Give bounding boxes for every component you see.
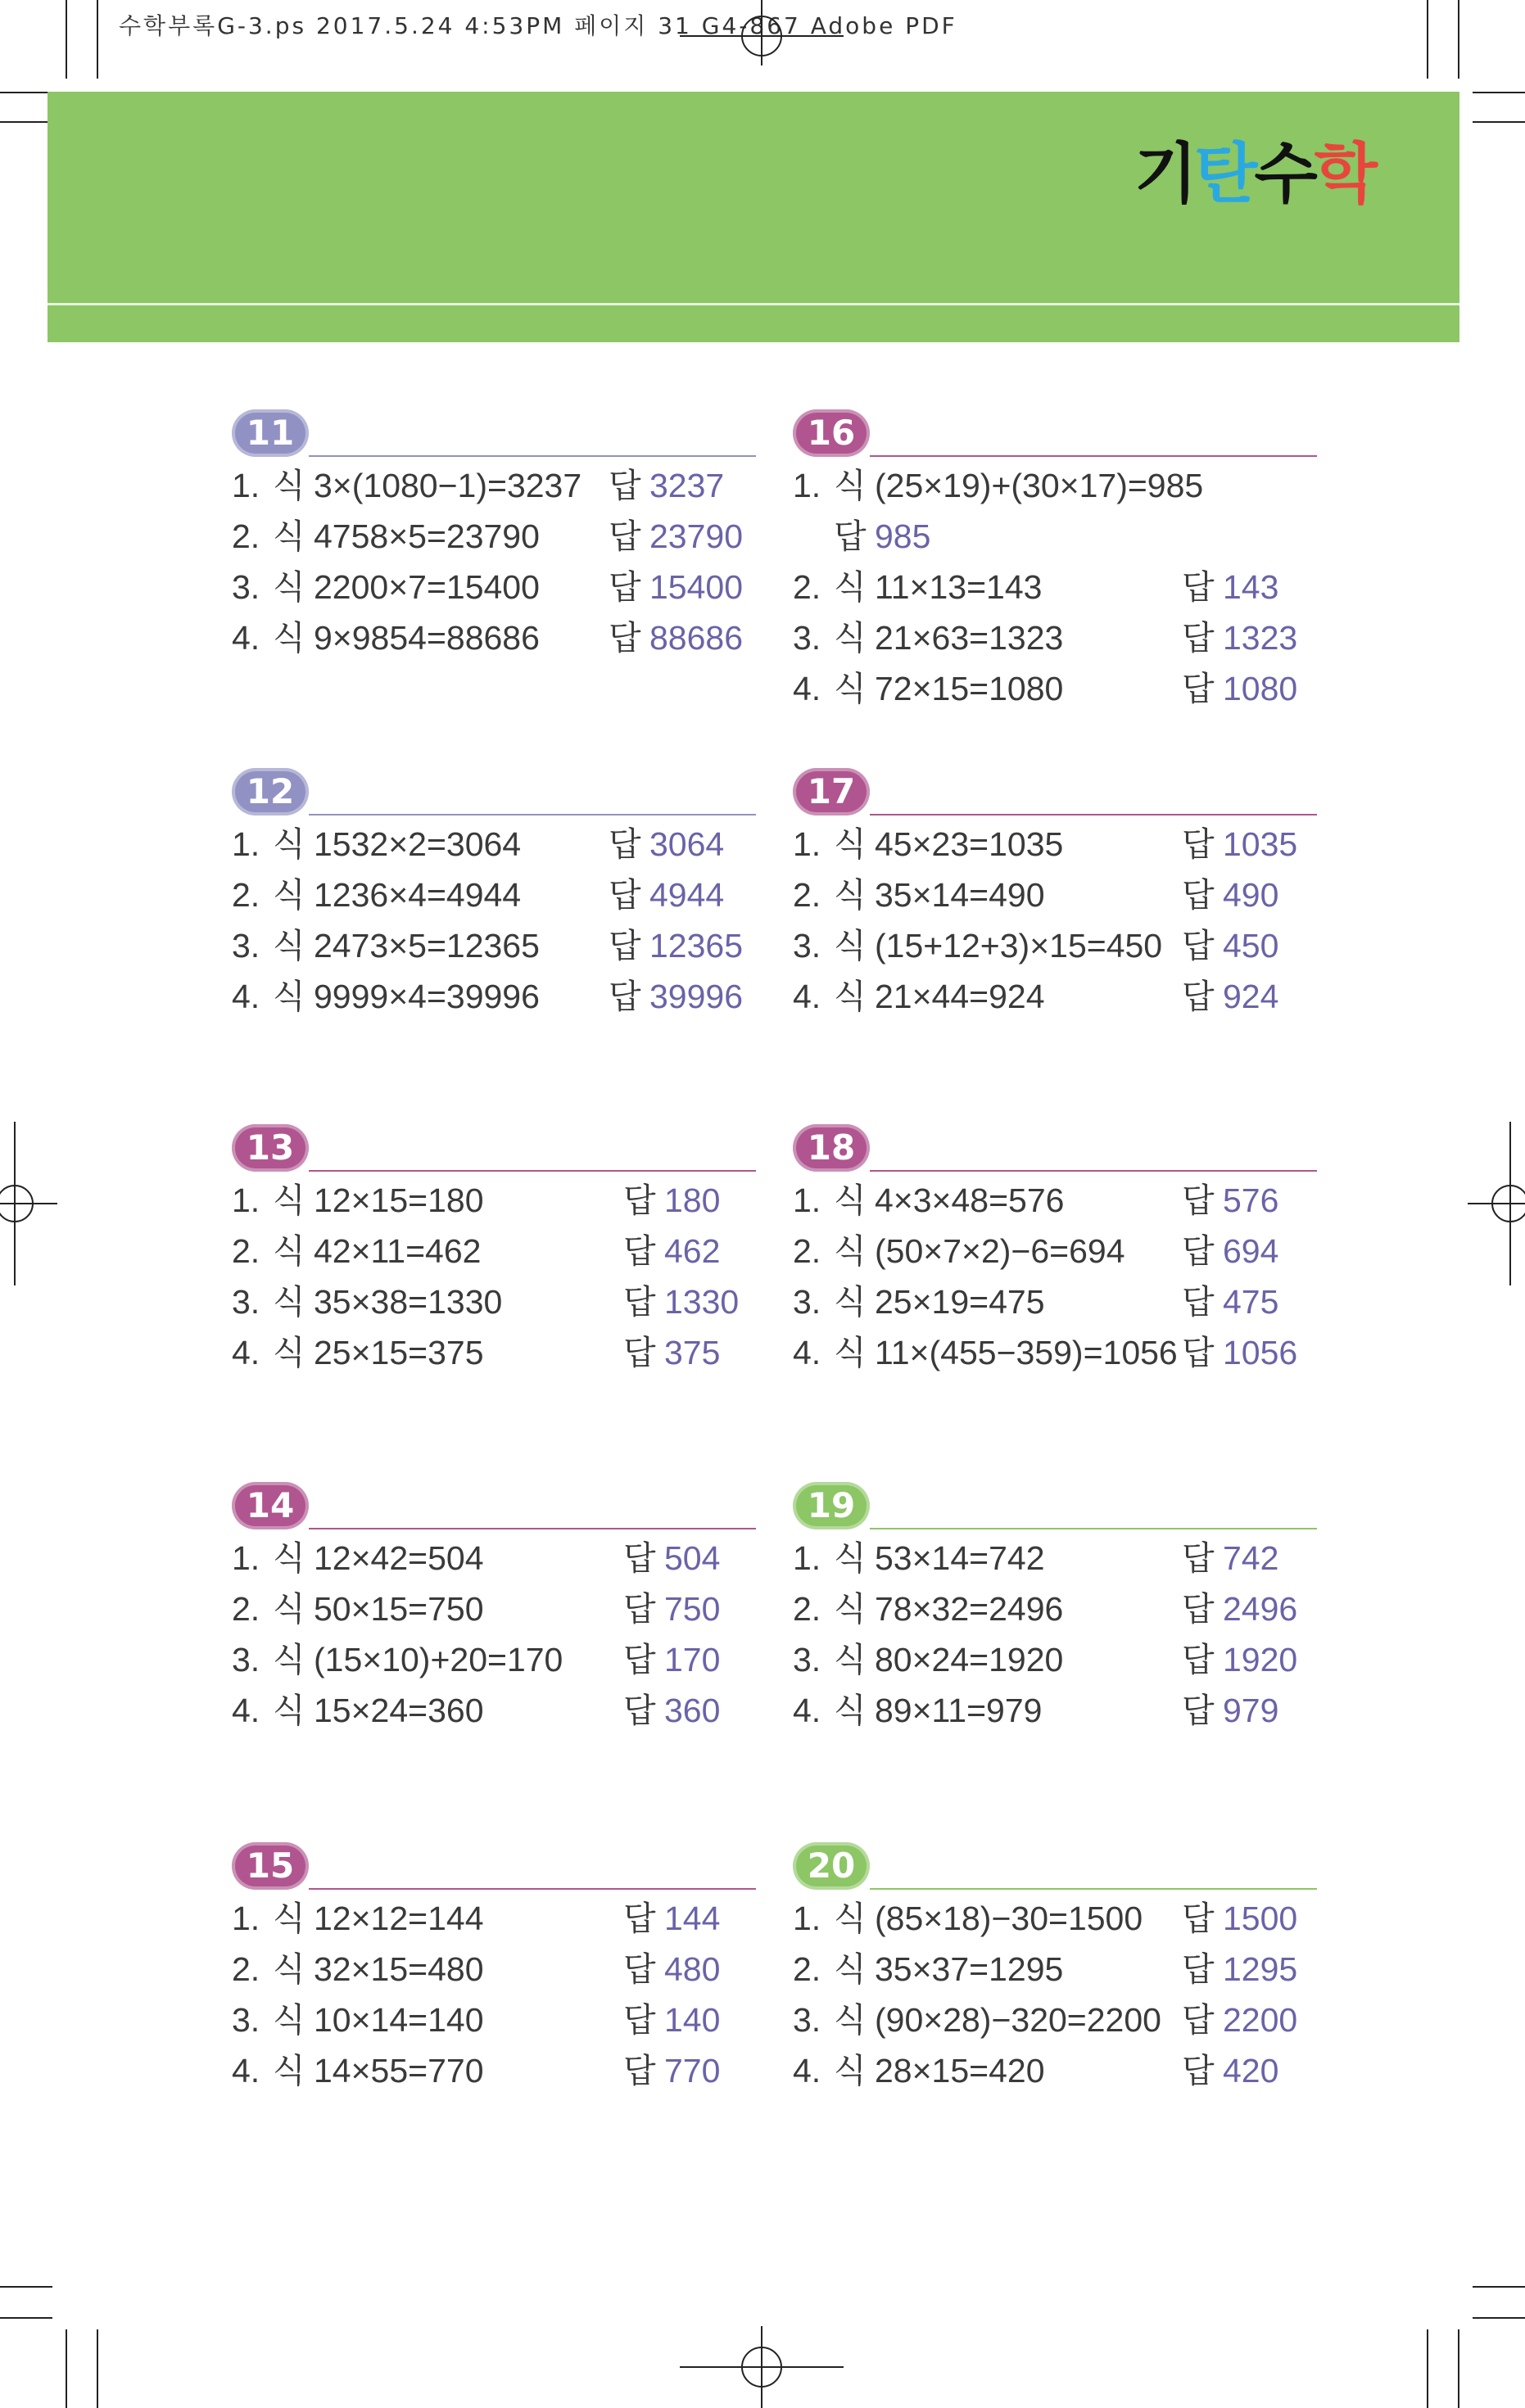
problem-number: 2.: [232, 876, 260, 914]
problem-number: 2.: [232, 517, 260, 555]
answer-value: 576: [1223, 1181, 1279, 1219]
expression-label: 식: [273, 1950, 305, 1988]
expression-label: 식: [273, 876, 305, 914]
answer-label: 답: [1182, 568, 1215, 606]
expression-text: 50×15=750: [314, 1590, 484, 1628]
answer-row: [232, 1944, 756, 1995]
section-number-badge: 19: [793, 1482, 870, 1529]
problem-number: 3.: [232, 568, 260, 606]
answer-value: 1500: [1223, 1900, 1298, 1937]
answer-row: [793, 1944, 1317, 1995]
answer-value: 504: [664, 1539, 721, 1577]
answer-label: 답: [609, 927, 641, 965]
problem-number: 2.: [793, 1950, 821, 1988]
section-rule: [870, 814, 1317, 815]
problem-number: 1.: [232, 1900, 260, 1937]
expression-text: (15×10)+20=170: [314, 1641, 563, 1678]
problem-number: 4.: [793, 2052, 821, 2089]
answer-value: 88686: [649, 619, 744, 657]
answer-row: [793, 1226, 1317, 1276]
logo-char: 탄: [1194, 136, 1255, 212]
logo-char: 수: [1254, 136, 1315, 212]
expression-text: 28×15=420: [875, 2052, 1045, 2089]
section-rule: [309, 1528, 756, 1529]
expression-label: 식: [273, 1283, 305, 1321]
section-header: [232, 409, 756, 460]
section-header: [793, 409, 1317, 460]
section-header: [232, 768, 756, 819]
expression-label: 식: [273, 1181, 305, 1219]
expression-label: 식: [834, 1590, 867, 1628]
answer-label: 답: [609, 619, 641, 657]
answer-value: 12365: [649, 927, 744, 965]
section-number-badge: 16: [793, 409, 870, 457]
answer-value: 375: [664, 1334, 721, 1371]
print-slug: 수학부록G-3.ps 2017.5.24 4:53PM 페이지 31 G4-867 Adobe PDF: [119, 12, 957, 39]
answer-label: 답: [1182, 825, 1215, 863]
expression-label: 식: [273, 927, 305, 965]
expression-text: 32×15=480: [314, 1950, 484, 1988]
answer-label: 답: [1182, 1232, 1215, 1270]
problem-number: 2.: [793, 1232, 821, 1270]
section-number-badge: 17: [793, 768, 870, 815]
expression-label: 식: [273, 2001, 305, 2039]
expression-label: 식: [834, 2052, 867, 2089]
expression-text: 9×9854=88686: [314, 619, 540, 657]
answer-value: 750: [664, 1590, 721, 1628]
answer-row: [793, 971, 1317, 1022]
expression-text: 21×63=1323: [875, 619, 1064, 657]
answer-label: 답: [609, 876, 641, 914]
expression-label: 식: [273, 1539, 305, 1577]
expression-label: 식: [834, 1641, 867, 1678]
answer-label: 답: [1182, 670, 1215, 707]
section-header: [793, 1842, 1317, 1893]
answer-label: 답: [1182, 2001, 1215, 2039]
expression-text: 2200×7=15400: [314, 568, 540, 606]
expression-text: 78×32=2496: [875, 1590, 1064, 1628]
answer-value: 770: [664, 2052, 721, 2089]
answer-section-12: [232, 768, 756, 1022]
problem-number: 1.: [232, 825, 260, 863]
answer-value: 490: [1223, 876, 1279, 914]
answer-value: 143: [1223, 568, 1279, 606]
answer-label: 답: [623, 1900, 656, 1937]
answer-row: [232, 819, 756, 870]
expression-text: 10×14=140: [314, 2001, 484, 2039]
problem-number: 4.: [232, 1692, 260, 1729]
answer-row: [232, 612, 756, 663]
answer-section-11: [232, 409, 756, 663]
problem-number: 3.: [793, 927, 821, 965]
problem-number: 1.: [232, 1539, 260, 1577]
expression-label: 식: [273, 2052, 305, 2089]
expression-text: (15+12+3)×15=450: [875, 927, 1163, 965]
answer-value: 1920: [1223, 1641, 1298, 1678]
problem-number: 1.: [793, 1539, 821, 1577]
answer-value: 180: [664, 1181, 721, 1219]
expression-label: 식: [834, 825, 867, 863]
expression-label: 식: [273, 1900, 305, 1937]
answer-value: 475: [1223, 1283, 1279, 1321]
answer-row: [793, 1175, 1317, 1226]
answer-row: [793, 460, 1317, 562]
answer-row: [232, 562, 756, 612]
problem-number: 4.: [793, 978, 821, 1015]
answer-label: 답: [834, 517, 867, 555]
registration-mark-top: [680, 0, 844, 66]
answer-label: 답: [1182, 2052, 1215, 2089]
expression-text: (25×19)+(30×17)=985: [875, 467, 1204, 504]
problem-number: 3.: [793, 1641, 821, 1678]
answer-value: 1056: [1223, 1334, 1298, 1371]
expression-label: 식: [273, 467, 305, 504]
answer-label: 답: [1182, 1181, 1215, 1219]
section-rule: [309, 814, 756, 815]
expression-label: 식: [834, 978, 867, 1015]
problem-number: 4.: [793, 670, 821, 707]
answer-label: 답: [1182, 1900, 1215, 1937]
expression-label: 식: [834, 1232, 867, 1270]
expression-label: 식: [834, 876, 867, 914]
problem-number: 2.: [793, 1590, 821, 1628]
answer-row: [793, 870, 1317, 920]
expression-text: 14×55=770: [314, 2052, 484, 2089]
answer-row: [793, 819, 1317, 870]
answer-label: 답: [1182, 927, 1215, 965]
answer-row: [793, 1533, 1317, 1583]
answer-label: 답: [623, 2052, 656, 2089]
answer-value: 170: [664, 1641, 721, 1678]
answer-label: 답: [623, 1692, 656, 1729]
answer-row: [793, 612, 1317, 663]
expression-text: 25×19=475: [875, 1283, 1045, 1321]
expression-label: 식: [273, 978, 305, 1015]
answer-value: 1035: [1223, 825, 1298, 863]
expression-text: 89×11=979: [875, 1692, 1043, 1729]
answer-row: [232, 1995, 756, 2045]
answer-row: [793, 1276, 1317, 1327]
expression-label: 식: [834, 1181, 867, 1219]
answer-value: 1323: [1223, 619, 1298, 657]
answer-row: [232, 1685, 756, 1736]
expression-label: 식: [273, 1232, 305, 1270]
banner-rule: [48, 303, 1459, 305]
answer-value: 742: [1223, 1539, 1279, 1577]
answer-row: [793, 1634, 1317, 1685]
expression-label: 식: [273, 1641, 305, 1678]
answer-row: [232, 870, 756, 920]
problem-number: 1.: [793, 825, 821, 863]
problem-number: 4.: [232, 978, 260, 1015]
expression-text: 1236×4=4944: [314, 876, 522, 914]
section-number-badge: 13: [232, 1124, 309, 1172]
answer-label: 답: [1182, 1334, 1215, 1371]
answer-label: 답: [623, 1539, 656, 1577]
answer-row: [793, 1685, 1317, 1736]
expression-text: 21×44=924: [875, 978, 1045, 1015]
problem-number: 4.: [793, 1692, 821, 1729]
answer-row: [232, 460, 756, 511]
answer-value: 480: [664, 1950, 721, 1988]
expression-label: 식: [834, 467, 867, 504]
expression-text: (50×7×2)−6=694: [875, 1232, 1125, 1270]
expression-text: (90×28)−320=2200: [875, 2001, 1161, 2039]
answer-row: [232, 1634, 756, 1685]
answer-label: 답: [1182, 1590, 1215, 1628]
expression-label: 식: [834, 1692, 867, 1729]
expression-label: 식: [834, 1950, 867, 1988]
expression-text: (85×18)−30=1500: [875, 1900, 1143, 1937]
section-rule: [309, 1888, 756, 1890]
answer-section-15: [232, 1842, 756, 2096]
section-number-badge: 18: [793, 1124, 870, 1172]
answer-label: 답: [623, 1641, 656, 1678]
answer-value: 4944: [649, 876, 725, 914]
problem-number: 3.: [232, 2001, 260, 2039]
answer-label: 답: [609, 825, 641, 863]
answer-value: 450: [1223, 927, 1279, 965]
section-header: [232, 1124, 756, 1175]
section-number-badge: 15: [232, 1842, 309, 1890]
answer-row: [793, 1893, 1317, 1944]
problem-number: 3.: [232, 927, 260, 965]
answer-label: 답: [609, 568, 641, 606]
problem-number: 2.: [232, 1232, 260, 1270]
answer-row: [793, 920, 1317, 971]
answer-row: [232, 511, 756, 562]
answer-value: 979: [1223, 1692, 1279, 1729]
expression-label: 식: [834, 1900, 867, 1937]
expression-text: 35×38=1330: [314, 1283, 503, 1321]
expression-text: 72×15=1080: [875, 670, 1064, 707]
problem-number: 3.: [793, 1283, 821, 1321]
logo-char: 학: [1314, 136, 1374, 212]
problem-number: 4.: [793, 1334, 821, 1371]
answer-row: [232, 920, 756, 971]
answer-label: 답: [1182, 1641, 1215, 1678]
answer-label: 답: [623, 1334, 656, 1371]
expression-label: 식: [273, 825, 305, 863]
answer-row: [232, 1226, 756, 1276]
answer-section-19: [793, 1482, 1317, 1736]
expression-label: 식: [273, 619, 305, 657]
expression-text: 9999×4=39996: [314, 978, 540, 1015]
expression-label: 식: [834, 1283, 867, 1321]
expression-text: 12×42=504: [314, 1539, 484, 1577]
problem-number: 1.: [232, 467, 260, 504]
problem-number: 2.: [793, 568, 821, 606]
answer-label: 답: [1182, 1692, 1215, 1729]
section-number-badge: 12: [232, 768, 309, 815]
section-header: [793, 768, 1317, 819]
logo-char: 기: [1134, 136, 1195, 212]
answer-value: 1330: [664, 1283, 740, 1321]
answer-value: 924: [1223, 978, 1279, 1015]
answer-value: 144: [664, 1900, 721, 1937]
expression-text: 15×24=360: [314, 1692, 484, 1729]
registration-mark-right: [1468, 1122, 1525, 1285]
section-rule: [870, 455, 1317, 457]
expression-label: 식: [834, 568, 867, 606]
answer-section-18: [793, 1124, 1317, 1378]
registration-mark-left: [0, 1122, 57, 1285]
expression-label: 식: [834, 1334, 867, 1371]
expression-label: 식: [273, 1590, 305, 1628]
expression-text: 42×11=462: [314, 1232, 482, 1270]
problem-number: 2.: [232, 1950, 260, 1988]
answer-row: [793, 663, 1317, 714]
answer-label: 답: [623, 1283, 656, 1321]
expression-text: 11×(455−359)=1056: [875, 1334, 1178, 1371]
answer-row: [232, 1583, 756, 1634]
answer-value: 2200: [1223, 2001, 1298, 2039]
expression-text: 2473×5=12365: [314, 927, 540, 965]
answer-value: 420: [1223, 2052, 1279, 2089]
answer-section-17: [793, 768, 1317, 1022]
answer-value: 694: [1223, 1232, 1279, 1270]
problem-number: 4.: [232, 2052, 260, 2089]
answer-value: 1295: [1223, 1950, 1298, 1988]
expression-text: 11×13=143: [875, 568, 1043, 606]
answer-value: 3237: [649, 467, 725, 504]
answer-label: 답: [1182, 1950, 1215, 1988]
expression-text: 35×37=1295: [875, 1950, 1064, 1988]
answer-row: [232, 1175, 756, 1226]
problem-number: 4.: [232, 619, 260, 657]
problem-number: 2.: [232, 1590, 260, 1628]
brand-logo: [1134, 121, 1374, 215]
section-rule: [870, 1170, 1317, 1172]
expression-text: 12×15=180: [314, 1181, 484, 1219]
expression-label: 식: [834, 1539, 867, 1577]
answer-row: [232, 2045, 756, 2096]
expression-label: 식: [834, 2001, 867, 2039]
answer-section-20: [793, 1842, 1317, 2096]
expression-text: 1532×2=3064: [314, 825, 522, 863]
expression-text: 45×23=1035: [875, 825, 1064, 863]
answer-section-13: [232, 1124, 756, 1378]
answer-row: [232, 1893, 756, 1944]
expression-text: 25×15=375: [314, 1334, 484, 1371]
answer-row: [793, 1327, 1317, 1378]
answer-value: 1080: [1223, 670, 1298, 707]
section-number-badge: 14: [232, 1482, 309, 1529]
problem-number: 1.: [232, 1181, 260, 1219]
answer-value: 39996: [649, 978, 744, 1015]
answer-label: 답: [1182, 876, 1215, 914]
problem-number: 1.: [793, 467, 821, 504]
section-rule: [870, 1528, 1317, 1529]
answer-label: 답: [623, 1590, 656, 1628]
section-rule: [309, 455, 756, 457]
problem-number: 2.: [793, 876, 821, 914]
problem-number: 3.: [793, 619, 821, 657]
section-rule: [309, 1170, 756, 1172]
expression-label: 식: [273, 1334, 305, 1371]
answer-label: 답: [623, 1950, 656, 1988]
expression-label: 식: [834, 619, 867, 657]
answer-value: 3064: [649, 825, 725, 863]
section-rule: [870, 1888, 1317, 1890]
expression-text: 12×12=144: [314, 1900, 484, 1937]
expression-text: 3×(1080−1)=3237: [314, 467, 582, 504]
section-header: [232, 1842, 756, 1893]
section-number-badge: 11: [232, 409, 309, 457]
answer-label: 답: [609, 978, 641, 1015]
answer-value: 360: [664, 1692, 721, 1729]
answer-label: 답: [609, 517, 641, 555]
answer-row: [232, 971, 756, 1022]
section-header: [232, 1482, 756, 1533]
answer-label: 답: [623, 1232, 656, 1270]
answer-value: 2496: [1223, 1590, 1298, 1628]
answer-label: 답: [623, 2001, 656, 2039]
problem-number: 3.: [232, 1283, 260, 1321]
expression-label: 식: [273, 568, 305, 606]
answer-row: [793, 562, 1317, 612]
answer-row: [232, 1533, 756, 1583]
answer-value: 140: [664, 2001, 721, 2039]
problem-number: 4.: [232, 1334, 260, 1371]
expression-text: 80×24=1920: [875, 1641, 1064, 1678]
answer-value: 23790: [649, 517, 744, 555]
answer-section-16: [793, 409, 1317, 714]
answer-value: 15400: [649, 568, 744, 606]
answer-row: [793, 1995, 1317, 2045]
expression-text: 4×3×48=576: [875, 1181, 1065, 1219]
answer-row: [232, 1327, 756, 1378]
section-header: [793, 1482, 1317, 1533]
answer-section-14: [232, 1482, 756, 1736]
answer-label: 답: [623, 1181, 656, 1219]
answer-value: 985: [875, 517, 931, 555]
answer-label: 답: [1182, 1539, 1215, 1577]
answer-row: [793, 1583, 1317, 1634]
problem-number: 1.: [793, 1900, 821, 1937]
expression-text: 35×14=490: [875, 876, 1045, 914]
answer-row: [232, 1276, 756, 1327]
answer-label: 답: [1182, 978, 1215, 1015]
expression-text: 4758×5=23790: [314, 517, 540, 555]
answer-label: 답: [1182, 1283, 1215, 1321]
expression-label: 식: [273, 1692, 305, 1729]
section-header: [793, 1124, 1317, 1175]
expression-label: 식: [273, 517, 305, 555]
problem-number: 1.: [793, 1181, 821, 1219]
expression-text: 53×14=742: [875, 1539, 1045, 1577]
registration-mark-bottom: [680, 2326, 844, 2408]
answer-value: 462: [664, 1232, 721, 1270]
expression-label: 식: [834, 670, 867, 707]
expression-label: 식: [834, 927, 867, 965]
section-number-badge: 20: [793, 1842, 870, 1890]
problem-number: 3.: [793, 2001, 821, 2039]
answer-label: 답: [1182, 619, 1215, 657]
answer-row: [793, 2045, 1317, 2096]
answer-label: 답: [609, 467, 641, 504]
problem-number: 3.: [232, 1641, 260, 1678]
